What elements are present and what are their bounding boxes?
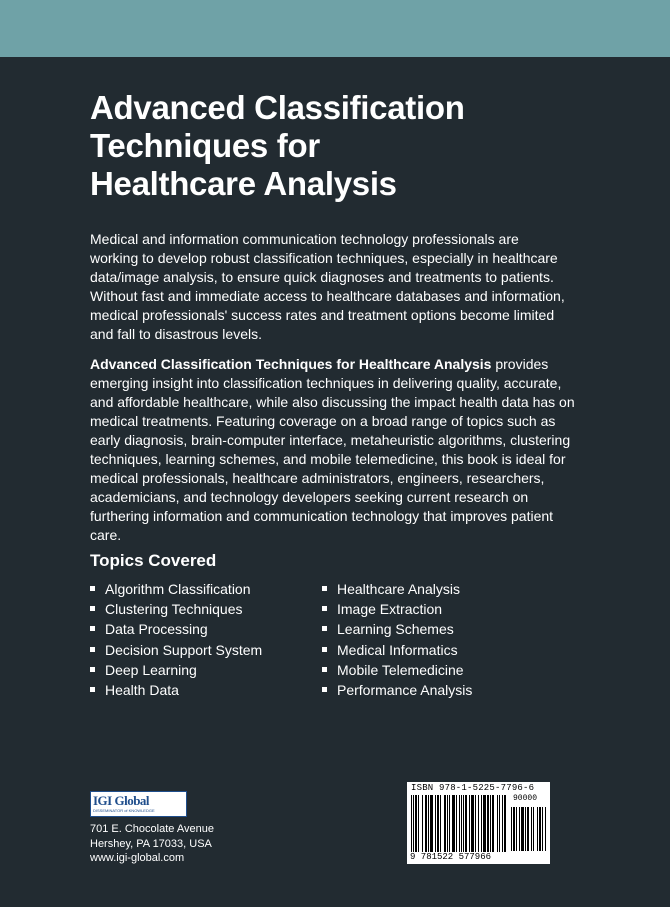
barcode-bar bbox=[465, 795, 467, 852]
logo-tagline: DISSEMINATOR of KNOWLEDGE bbox=[93, 808, 155, 813]
publisher-address bbox=[90, 822, 214, 866]
address-street: 701 E. Chocolate Avenue bbox=[90, 823, 214, 835]
bullet-icon bbox=[90, 667, 95, 672]
barcode-bar bbox=[475, 795, 476, 852]
isbn-label: ISBN 978-1-5225-7796-6 bbox=[411, 783, 535, 793]
barcode-bar bbox=[513, 807, 515, 851]
barcode-bar bbox=[422, 795, 423, 852]
topic-item: Learning Schemes bbox=[322, 619, 554, 639]
barcode-bar bbox=[539, 807, 541, 851]
barcode-bar bbox=[452, 795, 455, 852]
barcode-bar bbox=[537, 807, 538, 851]
book-title bbox=[90, 89, 590, 203]
barcode-bar bbox=[542, 807, 543, 851]
barcode-bar bbox=[449, 795, 450, 852]
bullet-icon bbox=[90, 606, 95, 611]
barcode-bar bbox=[411, 795, 412, 852]
title-line: Healthcare Analysis bbox=[90, 165, 397, 202]
barcode-bar bbox=[521, 807, 524, 851]
barcode-bar bbox=[483, 795, 486, 852]
title-line: Techniques for bbox=[90, 127, 320, 164]
bullet-icon bbox=[322, 626, 327, 631]
barcode-bar bbox=[533, 807, 534, 851]
barcode-bar bbox=[516, 807, 517, 851]
barcode-bar bbox=[490, 795, 491, 852]
back-cover-content bbox=[90, 89, 590, 699]
barcode-bar bbox=[444, 795, 446, 852]
barcode-bar bbox=[492, 795, 494, 852]
publisher-logo bbox=[90, 791, 187, 817]
topic-item: Medical Informatics bbox=[322, 640, 554, 660]
topics-heading: Topics Covered bbox=[90, 551, 217, 570]
barcode-bar bbox=[430, 795, 433, 852]
barcode-bar bbox=[435, 795, 436, 852]
topic-item: Healthcare Analysis bbox=[322, 579, 554, 599]
addon-code: 90000 bbox=[513, 794, 538, 803]
book-title-inline: Advanced Classification Techniques for Healthcare Analysis bbox=[90, 356, 492, 372]
topic-item: Image Extraction bbox=[322, 599, 554, 619]
barcode-bar bbox=[502, 795, 503, 852]
barcode-bar bbox=[478, 795, 479, 852]
topic-item: Mobile Telemedicine bbox=[322, 660, 554, 680]
description-paragraph-1: Medical and information communication technology professionals are working to develop robust classification techniques, especially in healthcare data/image analysis, to ensure quick diagnoses and treatments to patients. Without fast and immediate access to healthcare databases and information, medical professionals' success rates and treatment options become limited and fall to disastrous levels. bbox=[90, 231, 565, 342]
title-line: Advanced Classification bbox=[90, 89, 465, 126]
barcode-bar bbox=[456, 795, 457, 852]
barcode-bar bbox=[497, 795, 498, 852]
bullet-icon bbox=[90, 586, 95, 591]
bullet-icon bbox=[322, 606, 327, 611]
topics-column-left bbox=[90, 579, 322, 700]
ean-number: 9 781522 577966 bbox=[410, 852, 492, 862]
bullet-icon bbox=[322, 667, 327, 672]
barcode-bar bbox=[527, 807, 529, 851]
logo-text: IGI Global bbox=[93, 793, 150, 808]
barcode-bar bbox=[525, 807, 526, 851]
publisher-website: www.igi-global.com bbox=[90, 852, 185, 864]
topic-item: Algorithm Classification bbox=[90, 579, 322, 599]
barcode-bar bbox=[481, 795, 482, 852]
bullet-icon bbox=[322, 687, 327, 692]
topics-column-right bbox=[322, 579, 554, 700]
barcode-bar bbox=[415, 795, 417, 852]
topic-item: Data Processing bbox=[90, 619, 322, 639]
barcode-bar bbox=[511, 807, 512, 851]
barcode-bar bbox=[469, 795, 470, 852]
bullet-icon bbox=[322, 586, 327, 591]
bullet-icon bbox=[90, 647, 95, 652]
barcode-bar bbox=[447, 795, 448, 852]
bullet-icon bbox=[90, 687, 95, 692]
barcode-bar bbox=[531, 807, 532, 851]
address-city: Hershey, PA 17033, USA bbox=[90, 837, 212, 850]
barcode-bar bbox=[418, 795, 419, 852]
barcode-bar bbox=[413, 795, 414, 852]
barcode-bar bbox=[428, 795, 429, 852]
topics-list bbox=[90, 579, 570, 700]
description-paragraph-2 bbox=[90, 355, 580, 545]
barcode-bar bbox=[437, 795, 439, 852]
barcode-bar bbox=[471, 795, 474, 852]
barcode-bar bbox=[463, 795, 464, 852]
barcode-bar bbox=[504, 795, 506, 852]
barcode-bar bbox=[461, 795, 462, 852]
topic-item: Clustering Techniques bbox=[90, 599, 322, 619]
barcode-bar bbox=[440, 795, 441, 852]
bullet-icon bbox=[90, 626, 95, 631]
barcode-bar bbox=[459, 795, 460, 852]
description-text: provides emerging insight into classification techniques in delivering quality, accurate, and affordable healthcare, while also discussing the impact health data has on medical treatments. Featuring coverage on a broad range of topics such as early diagnosis, brain-computer interface, metaheuristic algorithms, clustering techniques, learning schemes, and mobile telemedicine, this book is ideal for medical professionals, healthcare administrators, engineers, researchers, academicians, and technology developers seeking current research on furthering information and communication technology that improves patient care. bbox=[90, 356, 575, 543]
barcode-bar bbox=[487, 795, 489, 852]
barcode-bar bbox=[519, 807, 520, 851]
topic-item: Health Data bbox=[90, 680, 322, 700]
isbn-barcode bbox=[407, 782, 550, 864]
topic-item: Performance Analysis bbox=[322, 680, 554, 700]
topic-item: Deep Learning bbox=[90, 660, 322, 680]
barcode-bar bbox=[499, 795, 500, 852]
topic-item: Decision Support System bbox=[90, 640, 322, 660]
barcode-bar bbox=[545, 807, 546, 851]
barcode-bar bbox=[425, 795, 427, 852]
bullet-icon bbox=[322, 647, 327, 652]
top-color-band bbox=[0, 0, 670, 57]
